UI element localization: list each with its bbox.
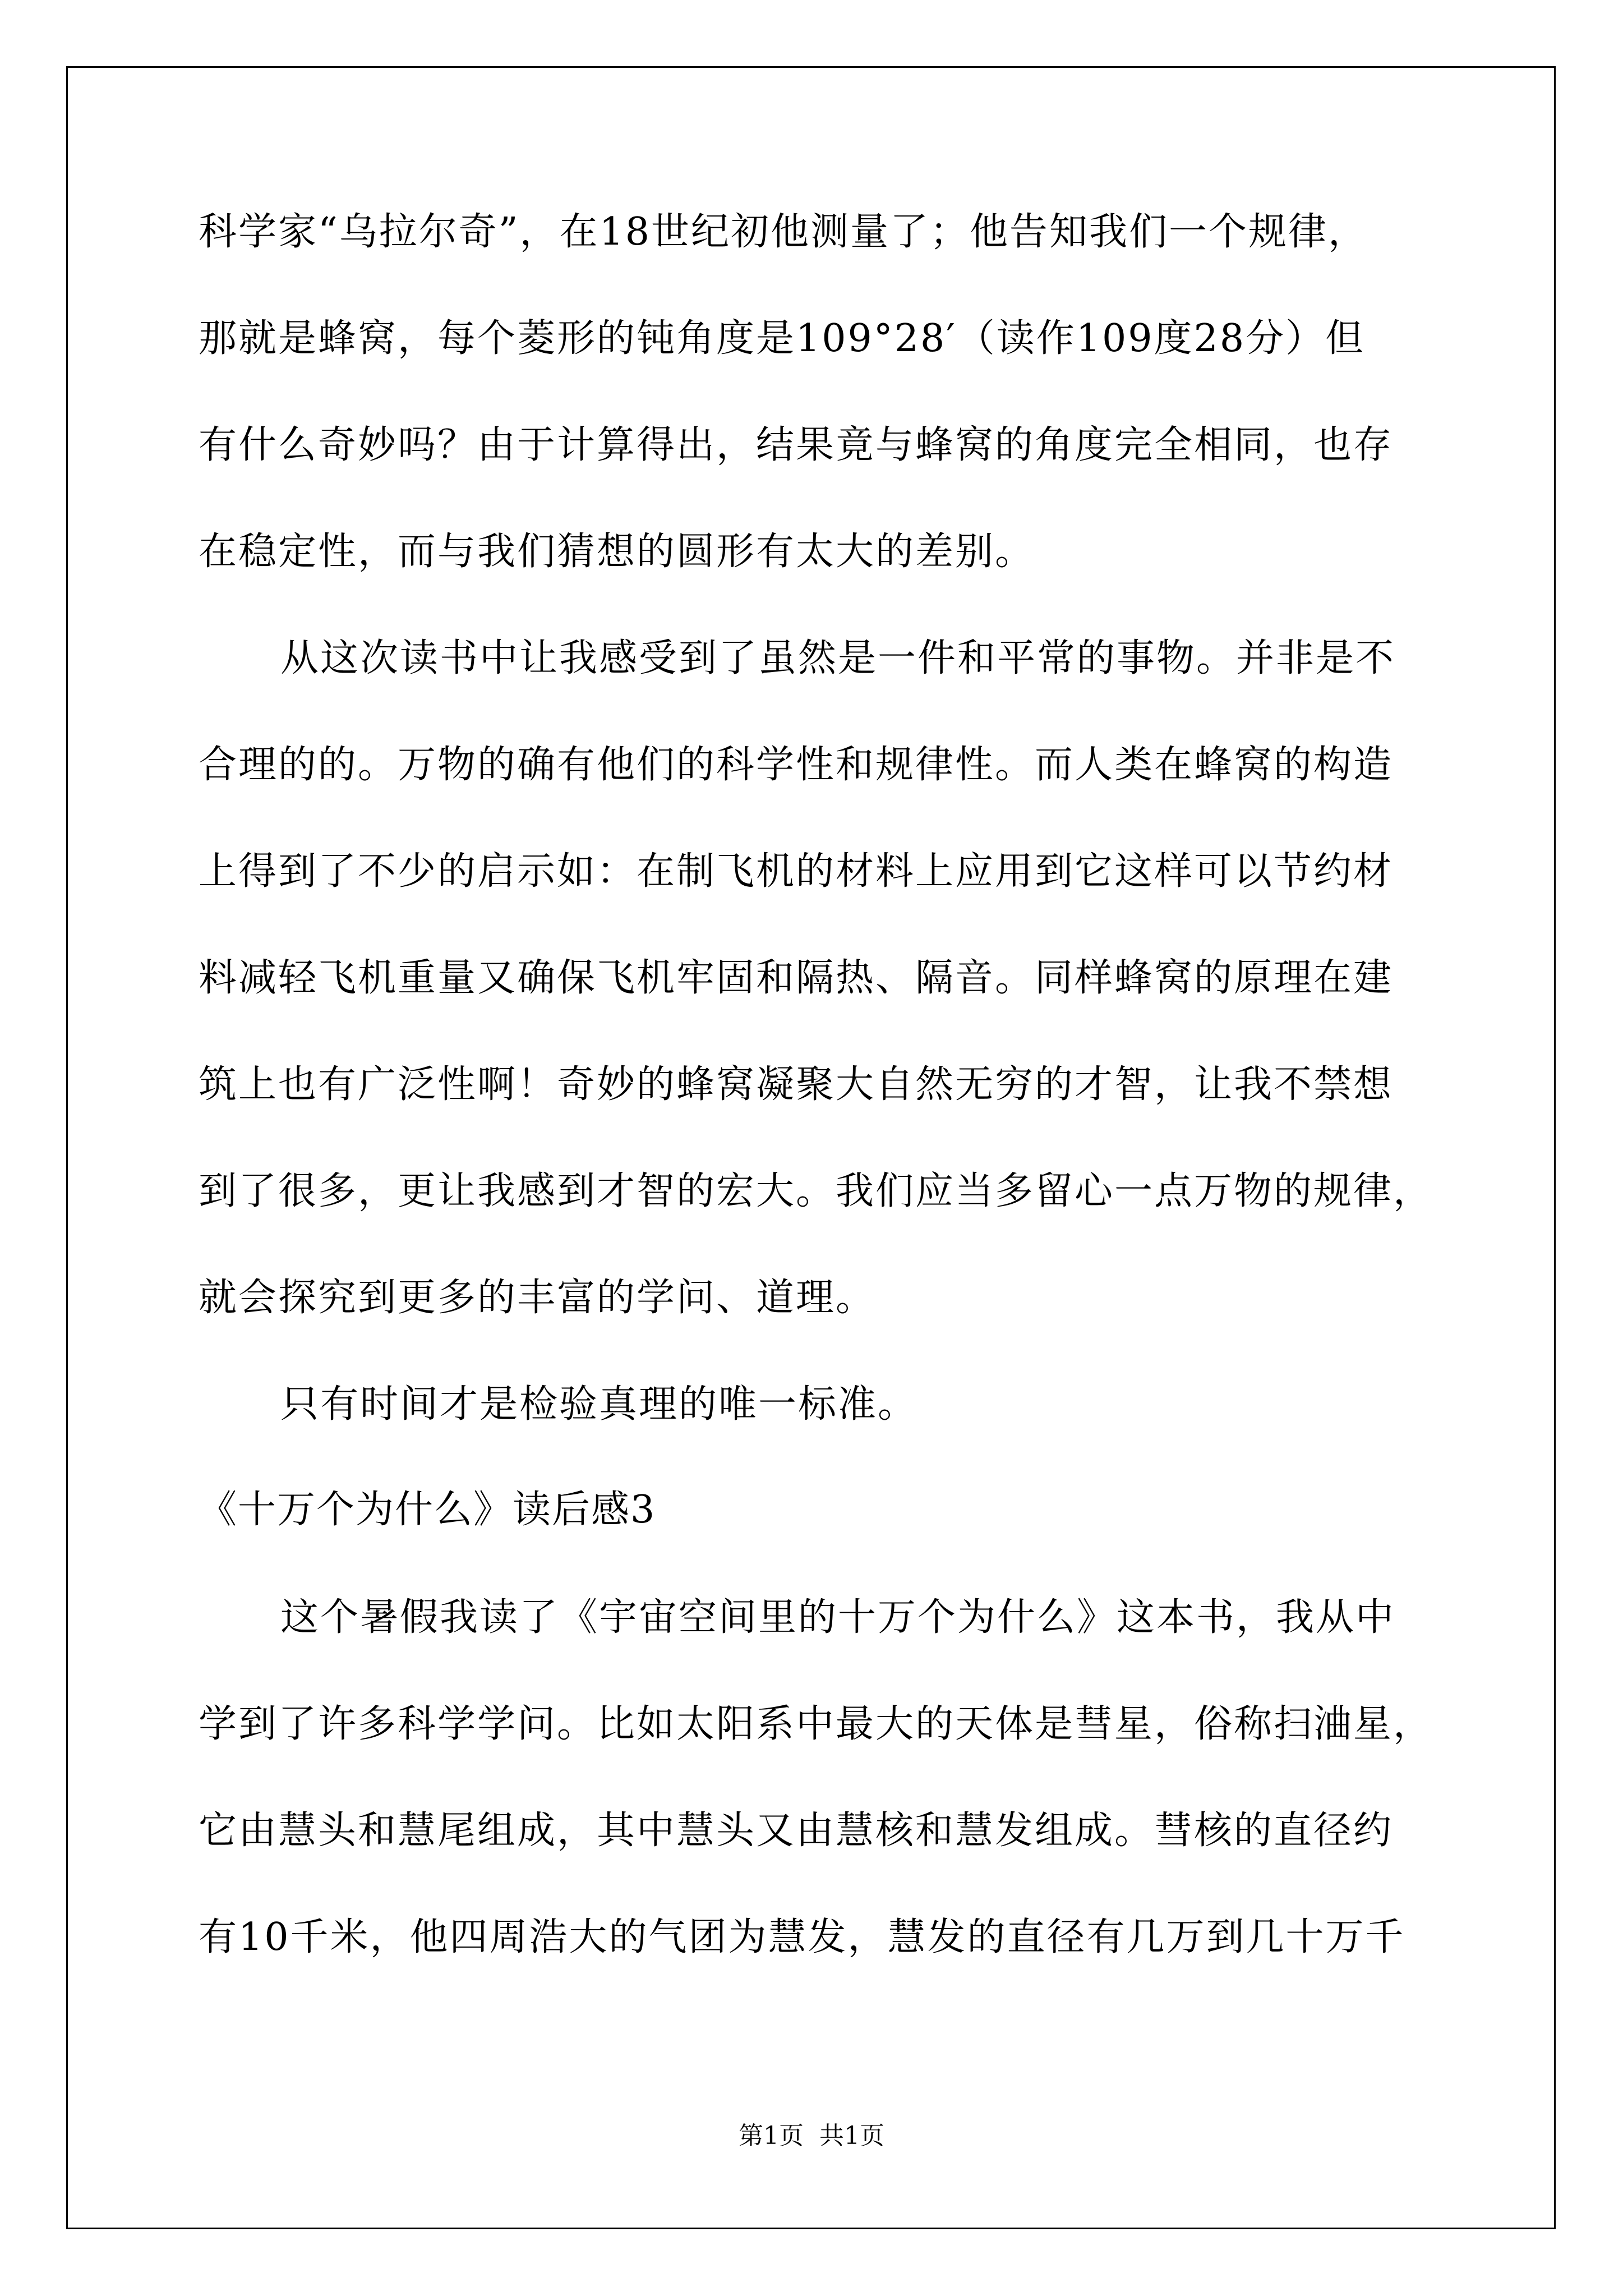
text-line: 就会探究到更多的丰富的学问、道理。 <box>199 1276 876 1320</box>
text-line: 在稳定性，而与我们猜想的圆形有太大的差别。 <box>199 530 1035 574</box>
text-line: 料减轻飞机重量又确保飞机牢固和隔热、隔音。同样蜂窝的原理在建 <box>199 956 1394 1000</box>
page-footer: 第1页 共1页 <box>739 2122 884 2150</box>
section-heading: 《十万个为什么》读后感3 <box>199 1488 656 1532</box>
text-line: 有10千米，他四周浩大的气团为慧发，慧发的直径有几万到几十万千 <box>199 1915 1405 1959</box>
text-line: 它由慧头和慧尾组成，其中慧头又由慧核和慧发组成。彗核的直径约 <box>199 1809 1394 1853</box>
text-line: 科学家“乌拉尔奇”，在18世纪初他测量了；他告知我们一个规律， <box>199 210 1368 254</box>
paragraph-start-line: 只有时间才是检验真理的唯一标准。 <box>280 1382 918 1427</box>
text-line: 学到了许多科学学问。比如太阳系中最大的天体是彗星，俗称扫浀星， <box>199 1702 1433 1746</box>
paragraph-start-line: 从这次读书中让我感受到了虽然是一件和平常的事物。并非是不 <box>280 636 1396 680</box>
text-line: 筑上也有广泛性啊！奇妙的蜂窝凝聚大自然无穷的才智，让我不禁想 <box>199 1062 1394 1107</box>
page-border <box>66 66 1556 2229</box>
text-line: 到了很多，更让我感到才智的宏大。我们应当多留心一点万物的规律， <box>199 1169 1433 1213</box>
text-line: 那就是蜂窝，每个菱形的钝角度是109°28′（读作109度28分）但 <box>199 316 1366 361</box>
text-line: 上得到了不少的启示如：在制飞机的材料上应用到它这样可以节约材 <box>199 849 1394 894</box>
text-line: 合理的的。万物的确有他们的科学性和规律性。而人类在蜂窝的构造 <box>199 743 1394 787</box>
paragraph-start-line: 这个暑假我读了《宇宙空间里的十万个为什么》这本书，我从中 <box>280 1595 1396 1640</box>
text-line: 有什么奇妙吗？由于计算得出，结果竟与蜂窝的角度完全相同，也存 <box>199 423 1394 467</box>
